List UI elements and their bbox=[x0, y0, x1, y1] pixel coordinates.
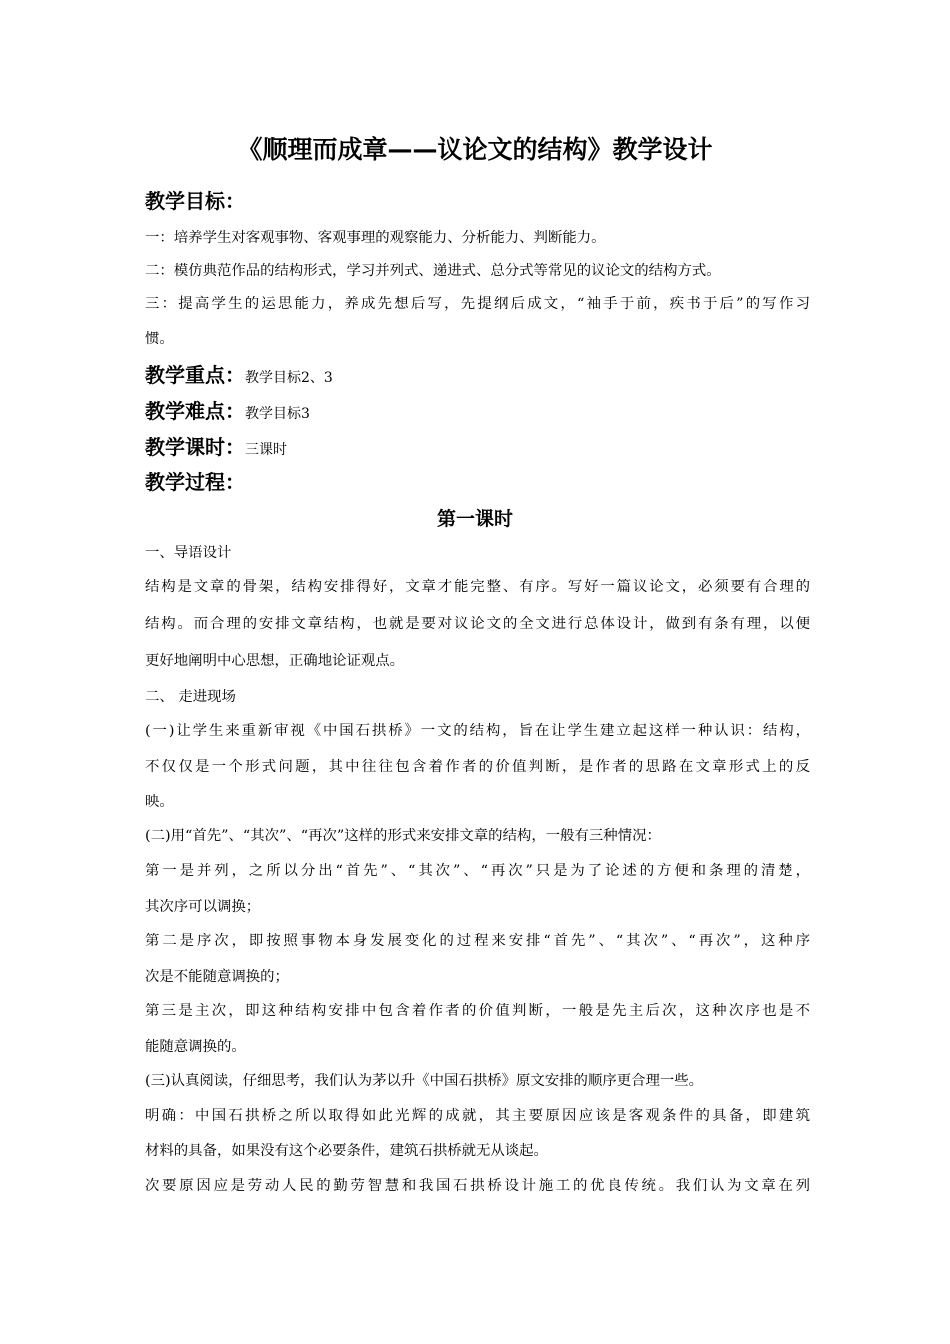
body-line: 更好地阐明中心思想，正确地论证观点。 bbox=[145, 653, 405, 669]
lesson-title: 第一课时 bbox=[436, 508, 513, 530]
difficulties-label: 教学难点： bbox=[145, 399, 245, 423]
process-heading: 教学过程： bbox=[145, 470, 245, 494]
objective-item: 惯。 bbox=[145, 331, 174, 347]
objectives-heading: 教学目标： bbox=[145, 189, 245, 213]
body-line: 明确：中国石拱桥之所以取得如此光辉的成就，其主要原因应该是客观条件的具备，即建筑 bbox=[145, 1108, 810, 1124]
document-title: 《顺理而成章——议论文的结构》教学设计 bbox=[237, 135, 713, 164]
key-points-label: 教学重点： bbox=[145, 363, 245, 387]
objective-item: 二：模仿典范作品的结构形式，学习并列式、递进式、总分式等常见的议论文的结构方式。 bbox=[145, 263, 721, 279]
body-line: 第三是主次，即这种结构安排中包含着作者的价值判断，一般是先主后次，这种次序也是不 bbox=[145, 1003, 810, 1019]
body-line: 其次序可以调换； bbox=[145, 899, 261, 915]
body-line: 一、导语设计 bbox=[145, 545, 232, 561]
body-line: 材料的具备，如果没有这个必要条件，建筑石拱桥就无从谈起。 bbox=[145, 1143, 548, 1159]
body-line: 映。 bbox=[145, 794, 174, 810]
hours-value: 三课时 bbox=[245, 442, 287, 458]
difficulties-value: 教学目标3 bbox=[245, 406, 310, 422]
key-points-value: 教学目标2、3 bbox=[245, 370, 333, 386]
hours-row bbox=[145, 433, 287, 464]
body-line: 二、 走进现场 bbox=[145, 689, 236, 705]
body-line: 能随意调换的。 bbox=[145, 1039, 246, 1055]
body-line: (三)认真阅读，仔细思考，我们认为茅以升《中国石拱桥》原文安排的顺序更合理一些。 bbox=[145, 1073, 704, 1089]
body-line: 次是不能随意调换的； bbox=[145, 969, 289, 985]
body-line: 第一是并列，之所以分出“首先”、“其次”、“再次”只是为了论述的方便和条理的清楚， bbox=[145, 863, 810, 879]
body-line: 结构是文章的骨架，结构安排得好，文章才能完整、有序。写好一篇议论文，必须要有合理的 bbox=[145, 579, 810, 595]
key-points-row bbox=[145, 361, 333, 392]
hours-label: 教学课时： bbox=[145, 435, 245, 459]
body-line: (二)用“首先”、“其次”、“再次”这样的形式来安排文章的结构，一般有三种情况： bbox=[145, 828, 661, 844]
body-line: 第二是序次，即按照事物本身发展变化的过程来安排“首先”、“其次”、“再次”，这种序 bbox=[145, 933, 810, 949]
objective-item: 三：提高学生的运思能力，养成先想后写，先提纲后成文，“袖手于前，疾书于后”的写作习 bbox=[145, 296, 810, 312]
body-line: 不仅仅是一个形式问题，其中往往包含着作者的价值判断，是作者的思路在文章形式上的反 bbox=[145, 759, 810, 775]
body-line: (一)让学生来重新审视《中国石拱桥》一文的结构，旨在让学生建立起这样一种认识：结构， bbox=[145, 723, 810, 739]
body-line: 结构。而合理的安排文章结构，也就是要对议论文的全文进行总体设计，做到有条有理，以便 bbox=[145, 616, 810, 632]
body-line: 次要原因应是劳动人民的勤劳智慧和我国石拱桥设计施工的优良传统。我们认为文章在列 bbox=[145, 1178, 810, 1194]
difficulties-row bbox=[145, 397, 310, 428]
objective-item: 一：培养学生对客观事物、客观事理的观察能力、分析能力、判断能力。 bbox=[145, 230, 606, 246]
